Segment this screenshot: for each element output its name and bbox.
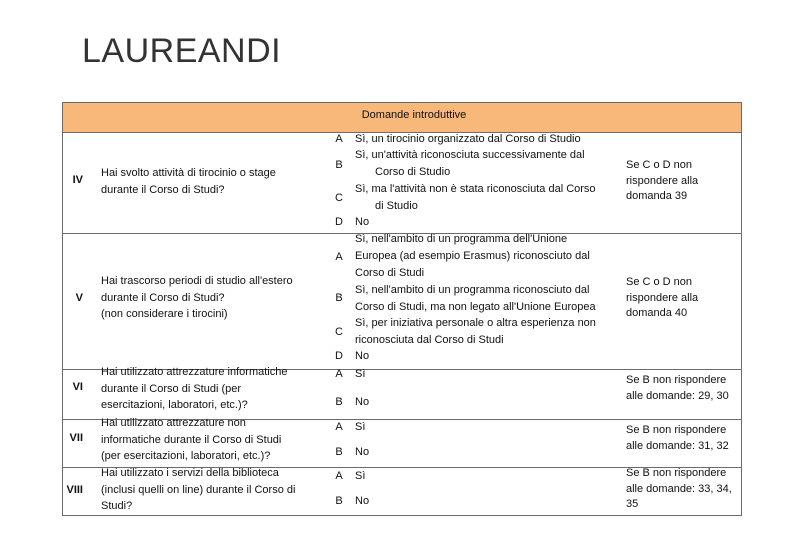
option-letter: D <box>335 216 343 228</box>
option-letter: A <box>335 133 343 145</box>
answer-text: Sì, nell'ambito di un programma dell'Unione <box>355 233 568 245</box>
option-letter: A <box>335 470 343 482</box>
answer-text: Europea (ad esempio Erasmus) riconosciuto dal <box>355 250 590 262</box>
option-letter: B <box>335 495 343 507</box>
option-letter: D <box>335 350 343 362</box>
table-header <box>63 103 741 133</box>
question-number: V <box>75 292 83 304</box>
answer-text: di Studio <box>375 200 418 212</box>
skip-note: Se C o D non rispondere alla domanda 39 <box>626 159 699 202</box>
answer-text: Sì, ma l'attività non è stata riconosciuta dal Corso <box>355 183 596 195</box>
option-letter: B <box>335 446 343 458</box>
question-number: VI <box>72 381 83 393</box>
option-letter: B <box>335 396 343 408</box>
option-letter: A <box>335 421 343 433</box>
option-letter: A <box>335 251 343 263</box>
answer-text: Sì <box>355 421 366 433</box>
page-title: LAUREANDI <box>82 32 282 70</box>
answer-text: Corso di Studio <box>375 166 451 178</box>
answer-text: No <box>355 446 370 458</box>
question-text: Hai utilizzato i servizi della biblioteca (inclusi quelli on line) durante il Corso di Studi? <box>101 467 296 512</box>
questions-table <box>62 102 742 516</box>
skip-note: Se B non rispondere alle domande: 29, 30 <box>626 374 729 402</box>
skip-note: Se B non rispondere alle domande: 33, 34, 35 <box>626 467 732 510</box>
answer-text: Sì <box>355 470 366 482</box>
option-letter: C <box>335 326 343 338</box>
option-letter: B <box>335 159 343 171</box>
answer-text: Corso di Studi <box>355 267 425 279</box>
question-text: Hai utilizzato attrezzature non informatiche durante il Corso di Studi (per esercitazioni, laboratori, etc.)? <box>101 417 282 462</box>
option-letter: A <box>335 368 343 380</box>
skip-note: Se B non rispondere alle domande: 31, 32 <box>626 424 729 452</box>
skip-note: Se C o D non rispondere alla domanda 40 <box>626 276 699 319</box>
answer-text: Sì, nell'ambito di un programma riconosciuto dal <box>355 284 590 296</box>
answer-text: Corso di Studi, ma non legato all'Unione Europea <box>355 301 596 313</box>
table-header-label: Domande introduttive <box>361 109 467 121</box>
answer-text: riconosciuta dal Corso di Studi <box>355 334 504 346</box>
question-text: Hai utilizzato attrezzature informatiche durante il Corso di Studi (per esercitazioni, laboratori, etc.)? <box>101 366 288 411</box>
answer-text: No <box>355 396 370 408</box>
option-letter: C <box>335 192 343 204</box>
answer-text: No <box>355 495 370 507</box>
answer-text: Sì, un tirocinio organizzato dal Corso di Studio <box>355 133 581 145</box>
answer-text: No <box>355 216 370 228</box>
answer-text: Sì, per iniziativa personale o altra esperienza non <box>355 317 596 329</box>
answer-text: Sì, un'attività riconosciuta successivamente dal <box>355 149 585 161</box>
answer-text: No <box>355 350 370 362</box>
question-number: VIII <box>66 484 83 496</box>
question-text: Hai svolto attività di tirocinio o stage durante il Corso di Studi? <box>101 167 276 196</box>
answer-text: Sì <box>355 368 366 380</box>
question-text: Hai trascorso periodi di studio all'estero durante il Corso di Studi? (non considerare i tirocini) <box>101 275 293 320</box>
question-number: IV <box>72 174 83 186</box>
question-number: VII <box>69 432 83 444</box>
option-letter: B <box>335 292 343 304</box>
